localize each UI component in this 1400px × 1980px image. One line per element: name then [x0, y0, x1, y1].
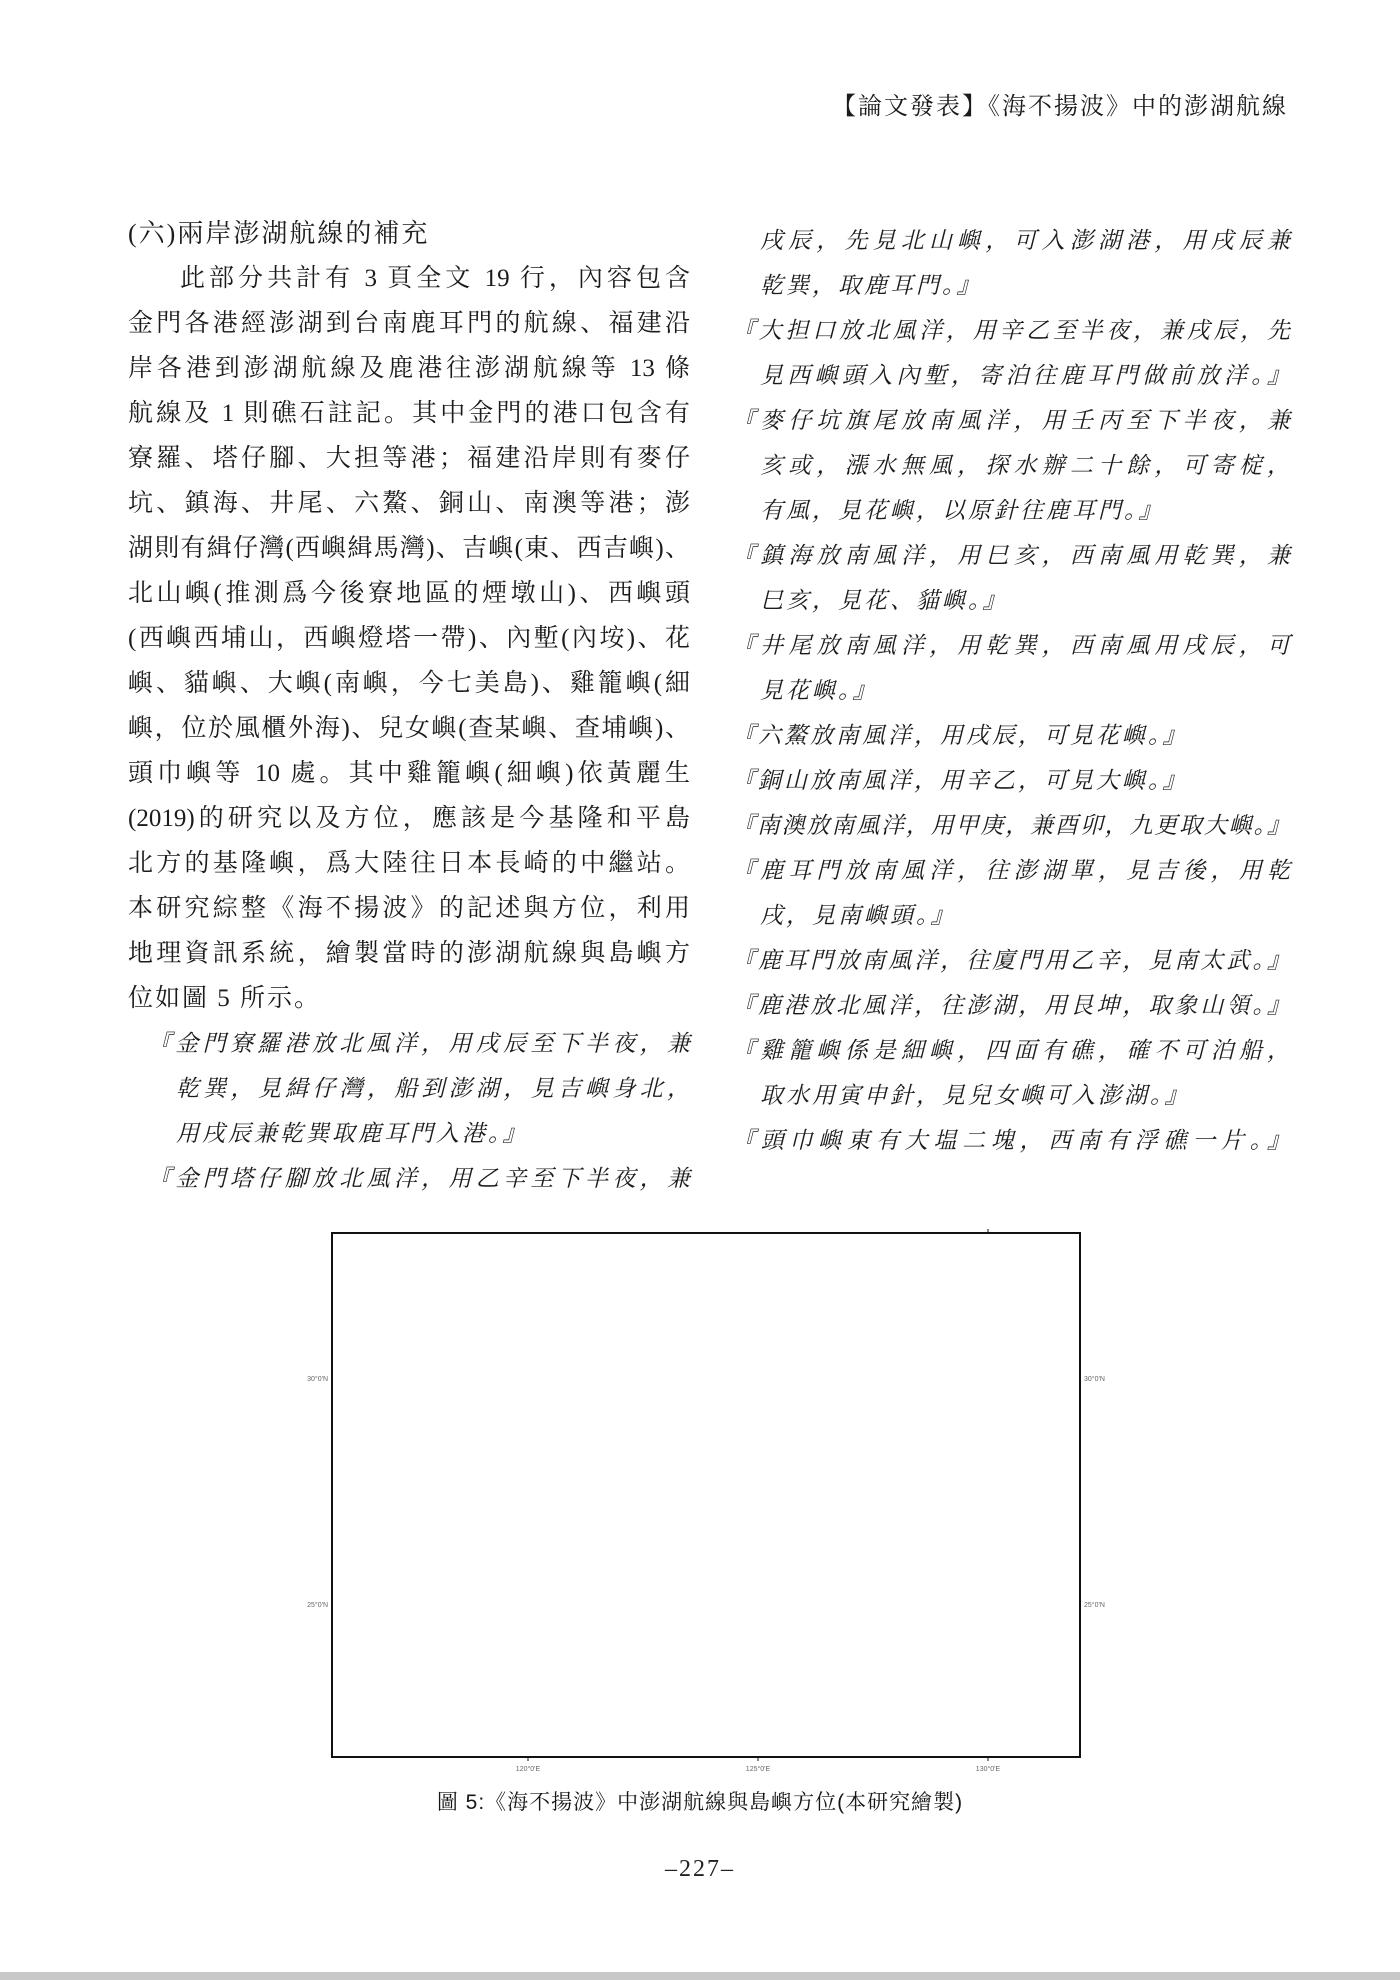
text-line: 見西嶼頭入內塹，寄泊往鹿耳門做前放洋。』: [760, 363, 1290, 388]
text-line: 亥或，漲水無風，探水辦二十餘，可寄椗，: [760, 453, 1290, 478]
text-line: 有風，見花嶼，以原針往鹿耳門。』: [760, 498, 1165, 523]
text-line: 『鹿港放北風洋，往澎湖，用艮坤，取象山領。』: [732, 993, 1290, 1018]
grid-label: 30°0'N: [307, 1376, 328, 1383]
text-line: 戌辰，先見北山嶼，可入澎湖港，用戌辰兼: [760, 228, 1290, 253]
text-line: 頭巾嶼等 10 處。其中雞籠嶼(細嶼)依黃麗生: [128, 760, 690, 787]
grid-label: 130°0'E: [975, 1766, 1001, 1773]
page-edge-strip: [0, 1972, 1400, 1980]
figure-5-map: [307, 1233, 1105, 1773]
text-line: 坑、鎮海、井尾、六鰲、銅山、南澳等港；澎: [128, 490, 690, 517]
text-line: 北山嶼(推測爲今後寮地區的煙墩山)、西嶼頭: [128, 580, 690, 607]
text-line: 乾巽，見緝仔灣，船到澎湖，見吉嶼身北，: [176, 1076, 690, 1101]
text-line: 『金門寮羅港放北風洋，用戌辰至下半夜，兼: [148, 1031, 690, 1056]
page-header: 【論文發表】《海不揚波》中的澎湖航線: [832, 94, 1288, 120]
text-line: 地理資訊系統，繪製當時的澎湖航線與島嶼方: [128, 940, 690, 967]
text-line: 『金門塔仔腳放北風洋，用乙辛至下半夜，兼: [148, 1166, 690, 1191]
right-column: [728, 218, 1290, 1163]
text-line: 巳亥，見花、貓嶼。』: [760, 588, 1009, 613]
text-line: 乾巽，取鹿耳門。』: [760, 273, 983, 298]
text-line: 本研究綜整《海不揚波》的記述與方位，利用: [128, 895, 690, 922]
text-line: 位如圖 5 所示。: [128, 985, 322, 1012]
figure-caption: 圖 5:《海不揚波》中澎湖航線與島嶼方位(本研究繪製): [436, 1791, 964, 1814]
grid-label: 25°0'N: [1084, 1602, 1105, 1609]
text-line: 此部分共計有 3 頁全文 19 行，內容包含: [180, 265, 690, 292]
text-line: 取水用寅申針，見兒女嶼可入澎湖。』: [760, 1083, 1191, 1108]
text-line: 『雞籠嶼係是細嶼，四面有礁，確不可泊船，: [732, 1038, 1290, 1063]
left-column: [128, 211, 690, 1201]
text-line: (六)兩岸澎湖航線的補充: [128, 219, 430, 248]
text-line: 湖則有緝仔灣(西嶼緝馬灣)、吉嶼(東、西吉嶼)、: [128, 535, 690, 562]
text-line: 『井尾放南風洋，用乾巽，西南風用戌辰，可: [732, 633, 1290, 658]
text-line: 戌，見南嶼頭。』: [760, 903, 957, 928]
text-line: 『銅山放南風洋，用辛乙，可見大嶼。』: [732, 768, 1189, 793]
text-line: 『六鰲放南風洋，用戌辰，可見花嶼。』: [732, 723, 1189, 748]
text-line: 『大担口放北風洋，用辛乙至半夜，兼戌辰，先: [732, 318, 1290, 343]
grid-label: 125°0'E: [745, 1766, 771, 1773]
grid-label: 25°0'N: [307, 1602, 328, 1609]
text-line: 『鹿耳門放南風洋，往澎湖單，見吉後，用乾: [732, 858, 1290, 883]
text-line: 『頭巾嶼東有大塭二塊，西南有浮礁一片。』: [732, 1128, 1290, 1153]
text-line: 『鎮海放南風洋，用巳亥，西南風用乾巽，兼: [732, 543, 1290, 568]
text-line: 『南澳放南風洋，用甲庚，兼酉卯，九更取大嶼。』: [732, 813, 1290, 838]
text-line: 北方的基隆嶼，爲大陸往日本長崎的中繼站。: [128, 850, 690, 877]
text-line: 金門各港經澎湖到台南鹿耳門的航線、福建沿: [128, 310, 690, 337]
grid-label: 30°0'N: [1084, 1376, 1105, 1383]
text-line: 見花嶼。』: [760, 678, 879, 703]
text-line: 用戌辰兼乾巽取鹿耳門入港。』: [176, 1121, 529, 1146]
map-frame: [332, 1233, 1080, 1757]
page-number: –227–: [665, 1856, 735, 1882]
text-line: 『麥仔坑旗尾放南風洋，用壬丙至下半夜，兼: [732, 408, 1290, 433]
text-line: (2019)的研究以及方位，應該是今基隆和平島: [128, 805, 690, 832]
text-line: 寮羅、塔仔腳、大担等港；福建沿岸則有麥仔: [128, 445, 690, 472]
text-line: 航線及 1 則礁石註記。其中金門的港口包含有: [128, 400, 690, 427]
text-line: 『鹿耳門放南風洋，往廈門用乙辛，見南太武。』: [732, 948, 1290, 973]
text-line: 岸各港到澎湖航線及鹿港往澎湖航線等 13 條: [128, 355, 690, 382]
text-line: (西嶼西埔山，西嶼燈塔一帶)、內塹(內垵)、花: [128, 625, 690, 652]
text-line: 嶼、貓嶼、大嶼(南嶼，今七美島)、雞籠嶼(細: [128, 670, 690, 697]
grid-label: 120°0'E: [515, 1766, 541, 1773]
text-line: 嶼，位於風櫃外海)、兒女嶼(查某嶼、查埔嶼)、: [128, 715, 690, 742]
